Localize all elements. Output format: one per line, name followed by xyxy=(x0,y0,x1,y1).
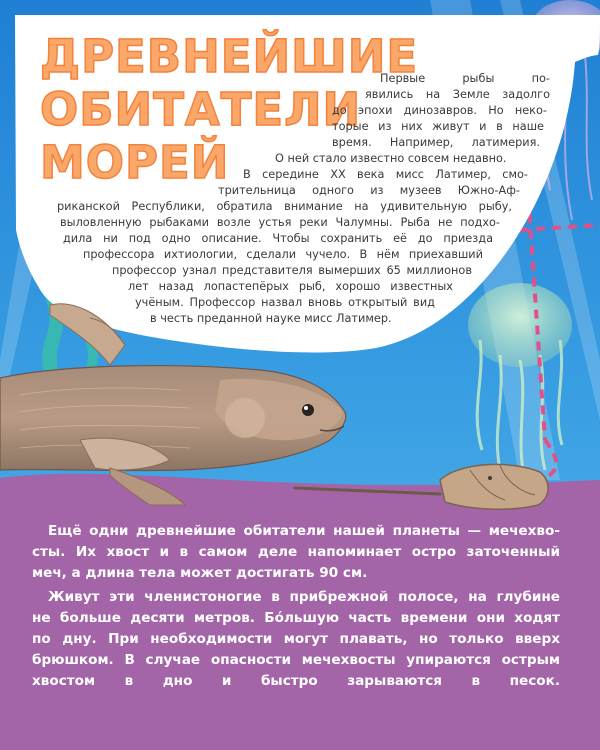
text-line: профессора ихтиологии, сделали чучело. В нём приехавший xyxy=(83,248,483,261)
text-line: профессор узнал представителя вымерших 65 миллионов xyxy=(112,264,472,277)
text-line: хвостом в дно и быстро зарываются в песок. xyxy=(32,673,560,689)
text-line: Первые рыбы по- xyxy=(380,72,550,85)
title-line: ДРЕВНЕЙШИЕ xyxy=(40,30,419,83)
text-line: сты. Их хвост и в самом деле напоминает остро заточенный xyxy=(32,544,560,560)
title-line: ОБИТАТЕЛИ xyxy=(40,83,362,136)
text-line: не больше десяти метров. Бо́льшую часть времени они ходят xyxy=(32,610,560,626)
text-line: меч, а длина тела может достигать 90 см. xyxy=(32,565,368,581)
text-line: Живут эти членистоногие в прибрежной полосе, на глубине xyxy=(48,589,560,605)
text-line: В середине XX века мисс Латимер, смо- xyxy=(243,168,528,181)
text-line: О ней стало известно совсем недавно. xyxy=(275,152,507,165)
text-line: учёным. Профессор назвал вновь открытый вид xyxy=(135,296,435,309)
text-line: время. Например, латимерия. xyxy=(332,136,540,149)
text-line: выловленную рыбаками возле устья реки Чалумны. Рыба не подхо- xyxy=(60,216,500,229)
title-line: МОРЕЙ xyxy=(40,136,230,189)
text-line: Ещё одни древнейшие обитатели нашей планеты — мечехво- xyxy=(48,523,560,539)
text-line: дила ни под одно описание. Чтобы сохранить её до приезда xyxy=(63,232,493,245)
text-line: по дну. При необходимости могут плавать, но только вверх xyxy=(32,631,560,647)
text-line: риканской Республики, обратила внимание на удивительную рыбу, xyxy=(57,200,512,213)
text-line: в честь преданной науке мисс Латимер. xyxy=(150,312,392,325)
text-line: явились на Земле задолго xyxy=(365,88,550,101)
text-line: брюшком. В случае опасности мечехвосты упираются острым xyxy=(32,652,560,668)
text-line: лет назад лопастепёрых рыб, хорошо известных xyxy=(128,280,453,293)
text-line: до эпохи динозавров. Но неко- xyxy=(332,104,547,117)
text-line: торые из них живут и в наше xyxy=(332,120,544,133)
text-line: трительница одного из музеев Южно-Аф- xyxy=(218,184,520,197)
